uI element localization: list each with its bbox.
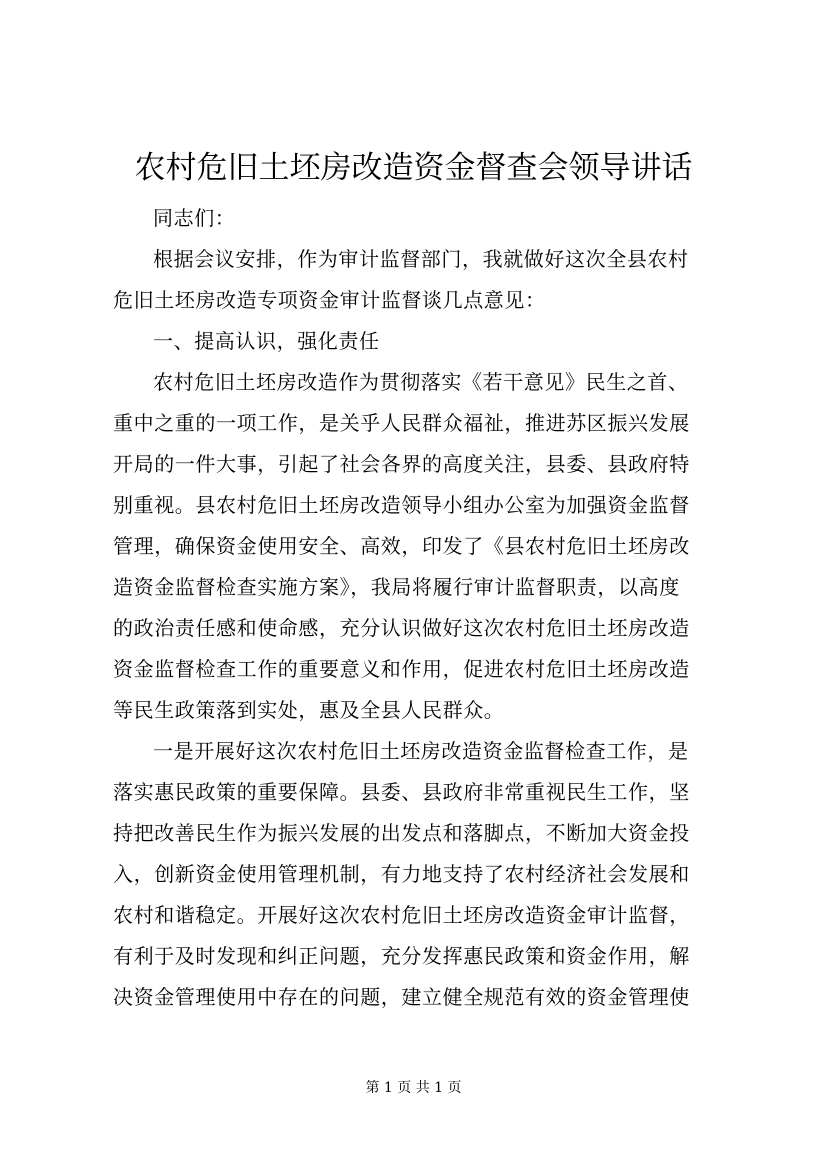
body-line: 决资金管理使用中存在的问题，建立健全规范有效的资金管理使 — [113, 985, 690, 1009]
body-line: 等民生政策落到实处，惠及全县人民群众。 — [113, 698, 505, 722]
body-line: 造资金监督检查实施方案》，我局将履行审计监督职责，以高度 — [113, 575, 680, 599]
document-body — [113, 198, 753, 1018]
body-line: 的政治责任感和使命感，充分认识做好这次农村危旧土坯房改造 — [113, 616, 690, 640]
body-line: 根据会议安排，作为审计监督部门，我就做好这次全县农村 — [153, 247, 689, 271]
body-line: 持把改善民生作为振兴发展的出发点和落脚点，不断加大资金投 — [113, 821, 690, 845]
body-line: 资金监督检查工作的重要意义和作用，促进农村危旧土坯房改造 — [113, 657, 690, 681]
document-title: 农村危旧土坯房改造资金督查会领导讲话 — [134, 150, 693, 186]
body-line: 危旧土坯房改造专项资金审计监督谈几点意见： — [113, 288, 546, 312]
body-line: 管理，确保资金使用安全、高效，印发了《县农村危旧土坯房改 — [113, 534, 690, 558]
body-line: 一是开展好这次农村危旧土坯房改造资金监督检查工作，是 — [153, 739, 689, 763]
section-heading: 一、提高认识，强化责任 — [153, 329, 380, 353]
body-line: 入，创新资金使用管理机制，有力地支持了农村经济社会发展和 — [113, 862, 690, 886]
body-line: 有利于及时发现和纠正问题，充分发挥惠民政策和资金作用，解 — [113, 944, 690, 968]
body-line: 农村危旧土坯房改造作为贯彻落实《若干意见》民生之首、 — [153, 370, 689, 394]
body-line: 落实惠民政策的重要保障。县委、县政府非常重视民生工作，坚 — [113, 780, 690, 804]
body-line-salutation: 同志们： — [153, 206, 236, 230]
body-line: 重中之重的一项工作，是关乎人民群众福祉，推进苏区振兴发展 — [113, 411, 690, 435]
body-line: 开局的一件大事，引起了社会各界的高度关注，县委、县政府特 — [113, 452, 690, 476]
page-footer: 第 1 页 共 1 页 — [365, 1080, 462, 1096]
body-line: 别重视。县农村危旧土坯房改造领导小组办公室为加强资金监督 — [113, 493, 690, 517]
body-line: 农村和谐稳定。开展好这次农村危旧土坯房改造资金审计监督， — [113, 903, 690, 927]
